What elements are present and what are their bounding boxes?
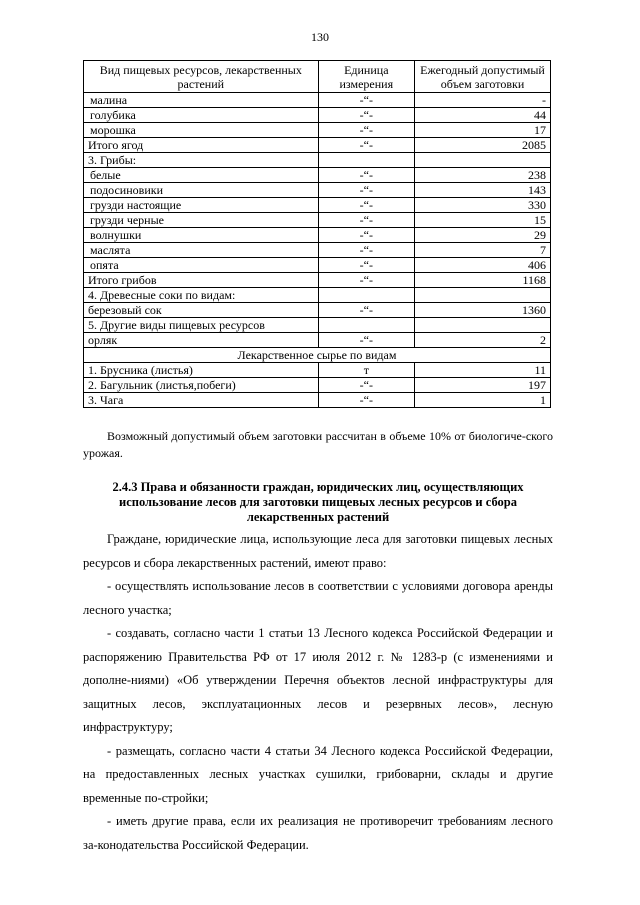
cell-resource-name: малина [84, 93, 319, 108]
page-number: 130 [311, 30, 329, 44]
cell-volume: 1 [415, 393, 551, 408]
cell-unit: -“- [318, 213, 414, 228]
section-heading: 2.4.3 Права и обязанности граждан, юридических лиц, осуществляющих использование лесов для заготовки пищевых лесных ресурсов и сбора лекарственных растений [112, 480, 524, 524]
cell-volume: 7 [415, 243, 551, 258]
cell-volume: 29 [415, 228, 551, 243]
table-row [84, 108, 551, 123]
paragraph: - иметь другие права, если их реализация не противоречит требованиям лесного за-конодательства Российской Федерации. [83, 814, 553, 852]
cell-unit: -“- [318, 108, 414, 123]
cell-resource-name: грузди настоящие [84, 198, 319, 213]
paragraph: Граждане, юридические лица, использующие леса для заготовки пищевых лесных ресурсов и сбора лекарственных растений, имеют право: [83, 532, 553, 570]
cell-resource-name: 3. Чага [84, 393, 319, 408]
cell-unit: -“- [318, 168, 414, 183]
cell-resource-name: 5. Другие виды пищевых ресурсов [84, 318, 319, 333]
table-row [84, 393, 551, 408]
table-row [84, 213, 551, 228]
cell-unit: -“- [318, 198, 414, 213]
cell-resource-name: 4. Древесные соки по видам: [84, 288, 319, 303]
table-row [84, 333, 551, 348]
paragraph: - создавать, согласно части 1 статьи 13 Лесного кодекса Российской Федерации и распоряжению Правительства РФ от 17 июля 2012 г. № 1283-р (с изменениями и дополне-ниями) «Об утверждении Перечня объектов лесной инфраструктуры для защитных лесов, эксплуатационных лесов и резервных лесов», лесную инфраструктуру; [83, 626, 553, 734]
cell-volume: 17 [415, 123, 551, 138]
cell-unit: -“- [318, 303, 414, 318]
cell-unit: -“- [318, 393, 414, 408]
volume-note: Возможный допустимый объем заготовки рассчитан в объеме 10% от биологиче-ского урожая. [83, 429, 553, 460]
cell-volume: 11 [415, 363, 551, 378]
cell-resource-name: орляк [84, 333, 319, 348]
resources-table [83, 60, 551, 408]
cell-unit: -“- [318, 93, 414, 108]
cell-resource-name: 3. Грибы: [84, 153, 319, 168]
cell-volume: 406 [415, 258, 551, 273]
cell-unit: -“- [318, 138, 414, 153]
table-body [84, 93, 551, 408]
table-row [84, 228, 551, 243]
table-row [84, 288, 551, 303]
header-unit: Единица измерения [318, 61, 414, 93]
table-row [84, 243, 551, 258]
cell-resource-name: маслята [84, 243, 319, 258]
cell-resource-name: грузди черные [84, 213, 319, 228]
cell-resource-name: березовый сок [84, 303, 319, 318]
cell-resource-name: волнушки [84, 228, 319, 243]
cell-volume: 330 [415, 198, 551, 213]
cell-resource-name: Итого грибов [84, 273, 319, 288]
table-row [84, 153, 551, 168]
paragraph: - осуществлять использование лесов в соответствии с условиями договора аренды лесного участка; [83, 579, 553, 617]
table-row [84, 303, 551, 318]
cell-volume: 238 [415, 168, 551, 183]
cell-unit [318, 318, 414, 333]
cell-volume: 15 [415, 213, 551, 228]
cell-unit [318, 153, 414, 168]
table-section-row [84, 348, 551, 363]
section-row-label: Лекарственное сырье по видам [84, 348, 551, 363]
cell-unit: -“- [318, 228, 414, 243]
cell-unit: -“- [318, 258, 414, 273]
cell-unit: -“- [318, 123, 414, 138]
cell-resource-name: Итого ягод [84, 138, 319, 153]
cell-unit: т [318, 363, 414, 378]
cell-volume [415, 288, 551, 303]
table-row [84, 258, 551, 273]
cell-volume [415, 318, 551, 333]
body-text [83, 528, 553, 857]
cell-unit: -“- [318, 378, 414, 393]
cell-resource-name: 1. Брусника (листья) [84, 363, 319, 378]
cell-resource-name: морошка [84, 123, 319, 138]
table-row [84, 273, 551, 288]
cell-volume: 1360 [415, 303, 551, 318]
cell-resource-name: 2. Багульник (листья,побеги) [84, 378, 319, 393]
table-row [84, 378, 551, 393]
table-row [84, 168, 551, 183]
table-row [84, 363, 551, 378]
table-row [84, 123, 551, 138]
cell-unit: -“- [318, 333, 414, 348]
header-annual-volume: Ежегодный допустимый объем заготовки [415, 61, 551, 93]
table-row [84, 183, 551, 198]
cell-volume: 143 [415, 183, 551, 198]
table-row [84, 138, 551, 153]
cell-resource-name: опята [84, 258, 319, 273]
cell-volume: 44 [415, 108, 551, 123]
table-row [84, 198, 551, 213]
cell-unit [318, 288, 414, 303]
cell-resource-name: голубика [84, 108, 319, 123]
cell-resource-name: белые [84, 168, 319, 183]
paragraph: - размещать, согласно части 4 статьи 34 Лесного кодекса Российской Федерации, на предоставленных лесных участках сушилки, грибоварни, склады и другие временные по-стройки; [83, 743, 553, 805]
cell-unit: -“- [318, 243, 414, 258]
cell-volume: 197 [415, 378, 551, 393]
table-row [84, 318, 551, 333]
cell-unit: -“- [318, 183, 414, 198]
header-resource-type: Вид пищевых ресурсов, лекарственных растений [84, 61, 319, 93]
table-row [84, 93, 551, 108]
table-header-row [84, 61, 551, 93]
cell-unit: -“- [318, 273, 414, 288]
cell-volume: 2 [415, 333, 551, 348]
cell-volume [415, 153, 551, 168]
cell-volume: 1168 [415, 273, 551, 288]
cell-resource-name: подосиновики [84, 183, 319, 198]
cell-volume: 2085 [415, 138, 551, 153]
cell-volume: - [415, 93, 551, 108]
